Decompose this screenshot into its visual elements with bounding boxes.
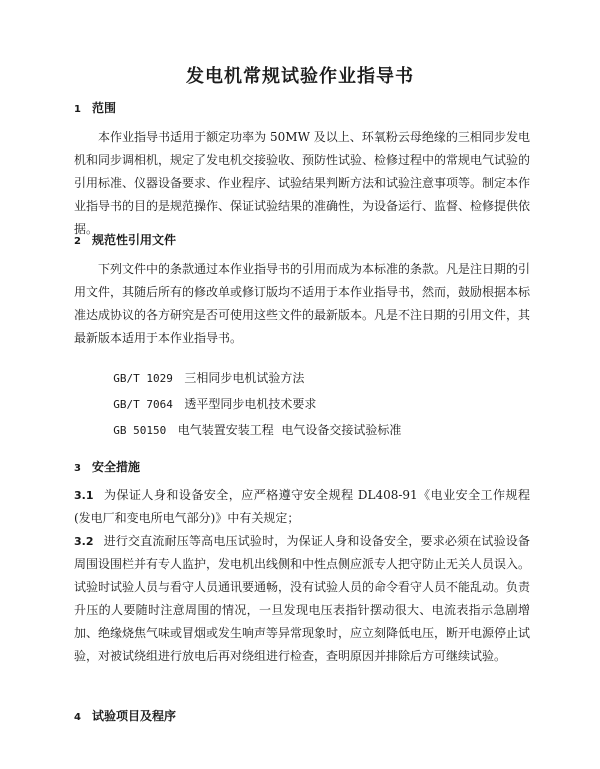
- section-3-heading: [74, 458, 140, 475]
- section-4-heading: [74, 707, 176, 724]
- clause-3-2: [74, 530, 530, 668]
- section-2-heading: [74, 231, 176, 248]
- section-1-title: 范围: [92, 101, 117, 115]
- clause-text: 为保证人身和设备安全，应严格遵守安全规程 DL408-91《电业安全工作规程(发电厂和变电所电气部分)》中有关规定；: [74, 488, 530, 525]
- reference-name: 三相同步电机试验方法: [184, 371, 305, 385]
- section-1-heading: [74, 99, 116, 116]
- reference-item: [98, 403, 401, 458]
- clause-number: 3.1: [74, 489, 94, 502]
- section-4-title: 试验项目及程序: [92, 709, 177, 723]
- clause-number: 3.2: [74, 535, 94, 548]
- section-2-paragraph: 下列文件中的条款通过本作业指导书的引用而成为本标准的条款。凡是注日期的引用文件，其随后所有的修改单或修订版均不适用于本作业指导书，然而，鼓励根据本标准达成协议的各方研究是否可使用这些文件的最新版本。凡是不注日期的引用文件，其最新版本适用于本作业指导书。: [74, 262, 531, 345]
- section-1-paragraph: 本作业指导书适用于额定功率为 50MW 及以上、环氧粉云母绝缘的三相同步发电机和同步调相机，规定了发电机交接验收、预防性试验、检修过程中的常规电气试验的引用标准、仪器设备要求、作业程序、试验结果判断方法和试验注意事项等。制定本作业指导书的目的是规范操作、保证试验结果的准确性，为设备运行、监督、检修提供依据。: [74, 130, 531, 236]
- section-2-number: 2: [74, 236, 81, 247]
- clause-text: 进行交直流耐压等高电压试验时，为保证人身和设备安全，要求必须在试验设备周围设围栏并有专人监护，发电机出线侧和中性点侧应派专人把守防止无关人员误入。试验时试验人员与看守人员通讯要通畅，没有试验人员的命令看守人员不能乱动。负责升压的人要随时注意周围的情况，一旦发现电压表指针摆动很大、电流表指示急剧增加、绝缘烧焦气味或冒烟或发生响声等异常现象时，应立刻降低电压，断开电源停止试验，对被试绕组进行放电后再对绕组进行检查，查明原因并排除后方可继续试验。: [74, 534, 531, 663]
- clause-3-1: [74, 484, 530, 530]
- document-title: 发电机常规试验作业指导书: [186, 66, 414, 87]
- reference-name: 电气装置安装工程 电气设备交接试验标准: [177, 423, 402, 437]
- section-4-number: 4: [74, 712, 81, 723]
- reference-code: GB 50150: [113, 424, 167, 437]
- section-3-number: 3: [74, 463, 81, 474]
- section-3-title: 安全措施: [92, 460, 141, 474]
- reference-code: GB/T 7064: [113, 398, 173, 411]
- section-1-number: 1: [74, 104, 81, 115]
- section-2-title: 规范性引用文件: [92, 233, 177, 247]
- reference-code: GB/T 1029: [113, 372, 173, 385]
- reference-name: 透平型同步电机技术要求: [184, 397, 317, 411]
